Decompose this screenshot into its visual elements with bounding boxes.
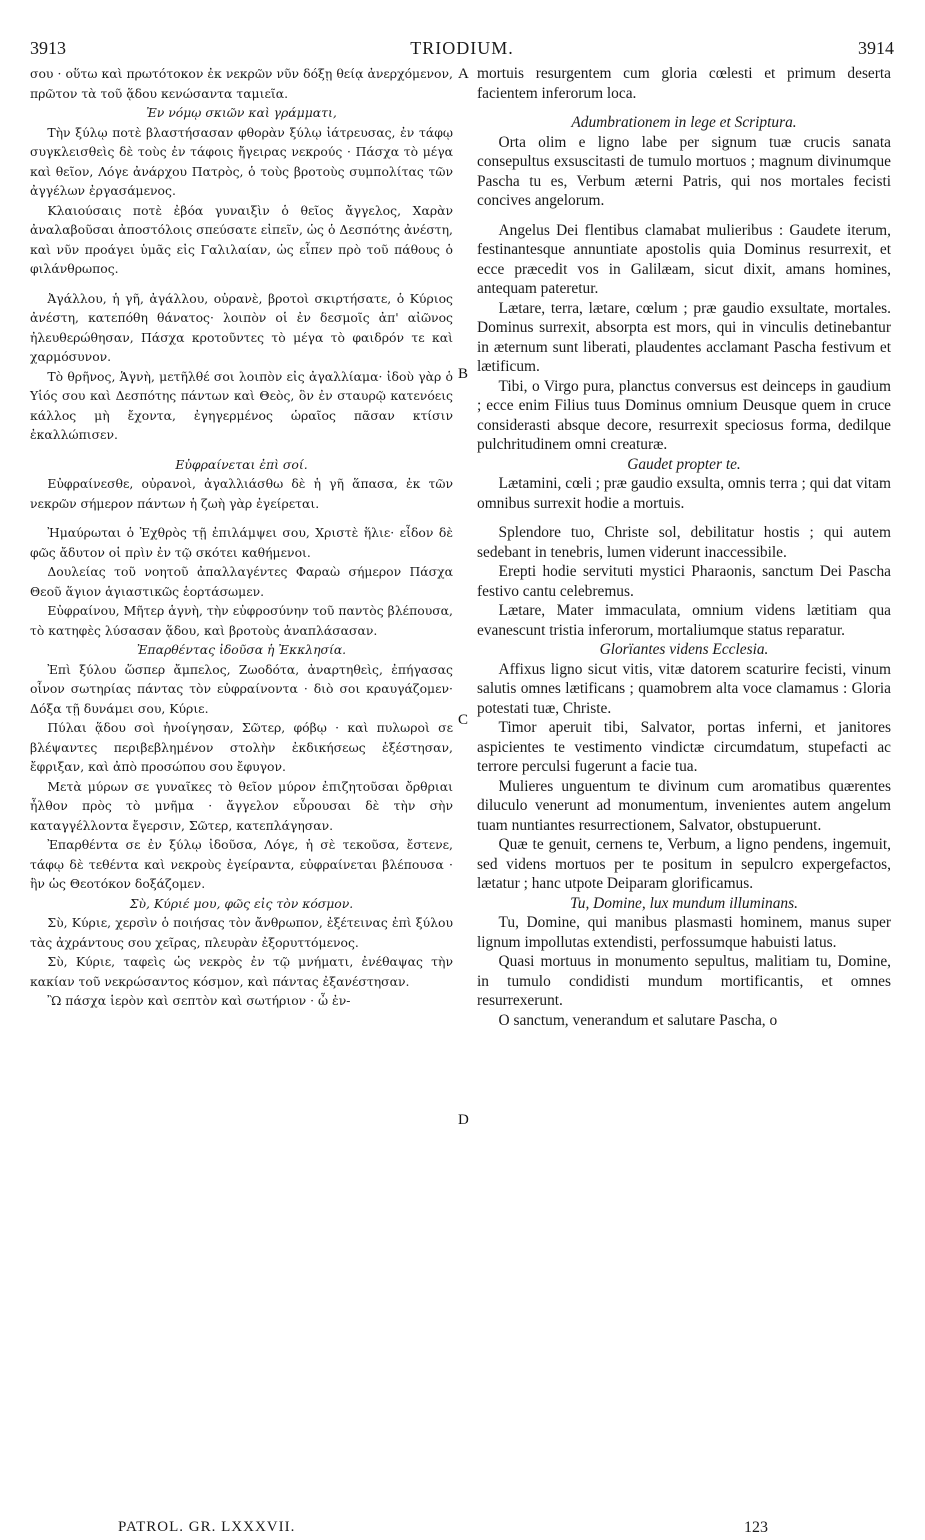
running-title: TRIODIUM.	[410, 38, 514, 58]
greek-paragraph: Ἐπὶ ξύλου ὥσπερ ἄμπελος, Ζωοδότα, ἀναρτηθεὶς, ἐπήγασας οἶνον σωτηρίας πάντας τὸν εὐφραίνοντα · διὸ σοι κραυγάζομεν· Δόξα τῇ δυνάμει σου, Κύριε.	[30, 661, 453, 716]
latin-heading: Gaudet propter te.	[627, 455, 741, 473]
margin-letter-c: C	[458, 712, 469, 728]
latin-paragraph: Splendore tuo, Christe sol, debilitatur hostis ; qui autem sedebant in tenebris, lumen viderunt inaccessibile.	[477, 524, 891, 561]
greek-paragraph: Ἀγάλλου, ἡ γῆ, ἀγάλλου, οὐρανὲ, βροτοὶ σκιρτήσατε, ὁ Κύριος ἀνέστη, κατεπόθη θάνατος· λοιπὸν οἱ ἐν δεσμοῖς ἀπ' αἰῶνος ἠλευθερώθησαν, Πάσχα κροτοῦντες τὸ μέγα τὸ φαιδρόν τε καὶ χαρμόσυνον.	[30, 290, 453, 364]
latin-paragraph: mortuis resurgentem cum gloria cœlesti et primum deserta facientem inferorum loca.	[477, 65, 891, 102]
greek-column	[30, 64, 453, 1011]
margin-letter-a: A	[458, 66, 469, 82]
greek-paragraph: Ὢ πάσχα ἱερὸν καὶ σεπτὸν καὶ σωτήριον · ὦ ἐν-	[47, 993, 351, 1008]
latin-paragraph: Affixus ligno sicut vitis, vitæ datorem scaturire fecisti, vinum salutis omnes lætificans ; quamobrem alta voce clamamus : Gloria potestati tuæ, Christe.	[477, 660, 891, 717]
greek-paragraph: Εὐφραίνου, Μῆτερ ἁγνὴ, τὴν εὐφροσύνην τοῦ παντὸς βλέπουσα, τὸ κατηφὲς λύσασαν ᾅδου, καὶ βροτοὺς ἀναπλάσασαν.	[30, 603, 453, 638]
greek-paragraph: σου · οὕτω καὶ πρωτότοκον ἐκ νεκρῶν νῦν δόξῃ θείᾳ ἀνερχόμενον, πρῶτον τὰ τοῦ ᾅδου κενώσαντα ταμιεῖα.	[30, 66, 453, 101]
footer-page-number: 123	[744, 1519, 768, 1536]
latin-paragraph: Orta olim e ligno labe per signum tuæ crucis sanata consepultus exsuscitasti de tumulo mortuos ; magnum divinumque Pascha tu es, Verbum æterni Patris, qui nos mortales fecisti concives angelorum.	[477, 133, 891, 209]
greek-paragraph: Κλαιούσαις ποτὲ ἐβόα γυναιξὶν ὁ θεῖος ἄγγελος, Χαρὰν ἀναλαβοῦσαι ἀποστόλοις σπεύσατε εἰπεῖν, ὡς ὁ Δεσπότης ἀνέστη, καὶ νῦν προάγει ὑμᾶς εἰς Γαλιλαίαν, ὡς εἶπεν πρὸ τοῦ πάθους ὁ φιλάνθρωπος.	[30, 202, 453, 276]
latin-paragraph: Quasi mortuus in monumento sepultus, malitiam tu, Domine, in tumulo condidisti mundum mortificantis, et omnes resurrexerunt.	[477, 953, 891, 1009]
margin-letter-b: B	[458, 366, 469, 382]
greek-heading: Σὺ, Κύριέ μου, φῶς εἰς τὸν κόσμον.	[129, 895, 354, 911]
greek-paragraph: Δουλείας τοῦ νοητοῦ ἀπαλλαγέντες Φαραὼ σήμερον Πάσχα Θεοῦ ἅγιον ἁγιαστικῶς ἑορτάσωμεν.	[30, 564, 453, 599]
greek-paragraph: Σὺ, Κύριε, χερσὶν ὁ ποιήσας τὸν ἄνθρωπον, ἐξέτεινας ἐπὶ ξύλου τὰς ἀχράντους σου χεῖρας, πλευρὰν ἐξορυττόμενος.	[30, 915, 453, 950]
latin-paragraph: Timor aperuit tibi, Salvator, portas inferni, et janitores aspicientes te vestimento vindictæ circumdatum, stupefacti ac terrore perculsi fugerunt a facie tua.	[477, 719, 891, 775]
greek-heading: Ἐν νόμῳ σκιῶν καὶ γράμματι,	[146, 105, 337, 120]
latin-heading: Tu, Domine, lux mundum illuminans.	[570, 894, 798, 912]
latin-heading: Adumbrationem in lege et Scriptura.	[571, 114, 797, 131]
latin-column	[477, 64, 891, 1030]
latin-heading: Glorïantes videns Ecclesia.	[599, 641, 769, 658]
margin-letter-d: D	[458, 1112, 469, 1128]
latin-paragraph: Lætare, terra, lætare, cœlum ; præ gaudio exsultate, mortales. Dominus surrexit, absorpta est mors, qui in vinculis detinebantur in æternum sunt liberati, plaudentes acclamant Pascha festivum et lætificum.	[477, 299, 891, 375]
latin-paragraph: Tu, Domine, qui manibus plasmasti hominem, manus super lignum impollutas extendisti, perfossumque habuisti latus.	[477, 914, 891, 951]
latin-paragraph: Erepti hodie servituti mystici Pharaonis, sanctum Dei Pascha festivo cantu celebremus.	[477, 563, 891, 600]
greek-paragraph: Σὺ, Κύριε, ταφεὶς ὡς νεκρὸς ἐν τῷ μνήματι, ἐνέθαψας τὴν κακίαν τοῦ νεκρώσαντος κόσμον, καὶ πάντας ἐξανέστησαν.	[30, 954, 453, 989]
greek-paragraph: Τὸ θρῆνος, Ἁγνὴ, μετῆλθέ σοι λοιπὸν εἰς ἀγαλλίαμα· ἰδοὺ γὰρ ὁ Υἱός σου καὶ Δεσπότης πάντων καὶ Θεὸς, ὃν ἐν σταυρῷ κατενόεις κάλλος μὴ ἔχοντα, ἐγηγερμένος ὡραῖος πᾶσαν κτίσιν ἐκαλλώπισεν.	[30, 368, 453, 442]
greek-heading: Εὐφραίνεται ἐπὶ σοί.	[175, 456, 308, 472]
latin-paragraph: Tibi, o Virgo pura, planctus conversus est deinceps in gaudium ; ecce enim Filius tuus Dominus omnium Deusque quem in cruce considerasti absque decore, resurrexit speciosus forma, dedilque pulchritudinem omni creaturæ.	[477, 377, 891, 453]
latin-paragraph: Lætamini, cœli ; præ gaudio exsulta, omnis terra ; qui dat vitam omnibus surrexit hodie a mortuis.	[477, 475, 891, 512]
greek-heading: Ἐπαρθέντας ἰδοῦσα ἡ Ἐκκλησία.	[136, 642, 347, 657]
latin-paragraph: Quæ te genuit, cernens te, Verbum, a ligno pendens, ingemuit, sed videns mortuos per te positum in sepulcro expergefactos, lætatur ; hanc utpote Deiparam glorificamus.	[477, 836, 891, 892]
greek-paragraph: Ἠμαύρωται ὁ Ἐχθρὸς τῇ ἐπιλάμψει σου, Χριστὲ ἥλιε· εἶδον δὲ φῶς ἄδυτον οἱ πρὶν ἐν τῷ σκότει καθήμενοι.	[30, 525, 453, 560]
page-header	[30, 38, 894, 60]
greek-paragraph: Μετὰ μύρων σε γυναῖκες τὸ θεῖον μύρον ἐπιζητοῦσαι ὄρθριαι ἦλθον πρὸς τὸ μνῆμα · ἄγγελον εὗρουσαι δὲ τὴν σὴν καταγγέλλοντα ἔγερσιν, Σῶτερ, κατεπλάγησαν.	[30, 778, 453, 833]
greek-paragraph: Ἐπαρθέντα σε ἐν ξύλῳ ἰδοῦσα, Λόγε, ἡ σὲ τεκοῦσα, ἔστενε, τάφῳ δὲ τεθέντα καὶ νεκροὺς ἐγείραντα, εὐφραίνεται βλέπουσα · ἣν ὡς Θεοτόκον δοξάζομεν.	[30, 837, 453, 891]
greek-paragraph: Πύλαι ᾅδου σοὶ ἠνοίγησαν, Σῶτερ, φόβῳ · καὶ πυλωροὶ σε βλέψαντες περιβεβλημένον στολὴν ἐκδικήσεως ἐξέστησαν, ἔφριξαν, καὶ ἀπὸ προσώπου σου ἔφυγον.	[30, 720, 453, 774]
right-page-number: 3914	[858, 38, 894, 58]
latin-paragraph: Mulieres unguentum te divinum cum aromatibus quærentes diluculo venerunt ad monumentum, invenientes autem angelum tuam nuntiantes resurrectionem, Salvator, obstupuerunt.	[477, 777, 891, 834]
left-page-number: 3913	[30, 38, 66, 58]
latin-paragraph: O sanctum, venerandum et salutare Pascha, o	[498, 1011, 778, 1029]
greek-paragraph: Τὴν ξύλῳ ποτὲ βλαστήσασαν φθορὰν ξύλῳ ἰάτρευσας, ἐν τάφῳ συγκλεισθεὶς δὲ τοὺς ἐν τάφοις ἤγειρας νεκρούς · Πάσχα τὸ μέγα καὶ θεῖον, Λόγε ἀνάρχου Πατρὸς, ὁ τοὺς βροτοὺς συμπολίτας τῶν ἀγγέλων ἐργασάμενος.	[30, 124, 453, 198]
footer-source: PATROL. GR. LXXXVII.	[118, 1519, 296, 1535]
latin-paragraph: Lætare, Mater immaculata, omnium videns lætitiam qua evanescunt tristia inferorum, mortaliumque status reparatur.	[477, 602, 891, 639]
greek-paragraph: Εὐφραίνεσθε, οὐρανοὶ, ἀγαλλιάσθω δὲ ἡ γῆ ἅπασα, ἐκ τῶν νεκρῶν σήμερον πάντων ἡ ζωὴ γὰρ ἐγείρεται.	[30, 476, 453, 511]
latin-paragraph: Angelus Dei flentibus clamabat mulieribus : Gaudete iterum, festinantesque annuntiate apostolis quia Dominus resurrexit, et ecce præcedit vos in Galilæam, sicut dixit, amans homines, antequam pateretur.	[477, 221, 891, 297]
